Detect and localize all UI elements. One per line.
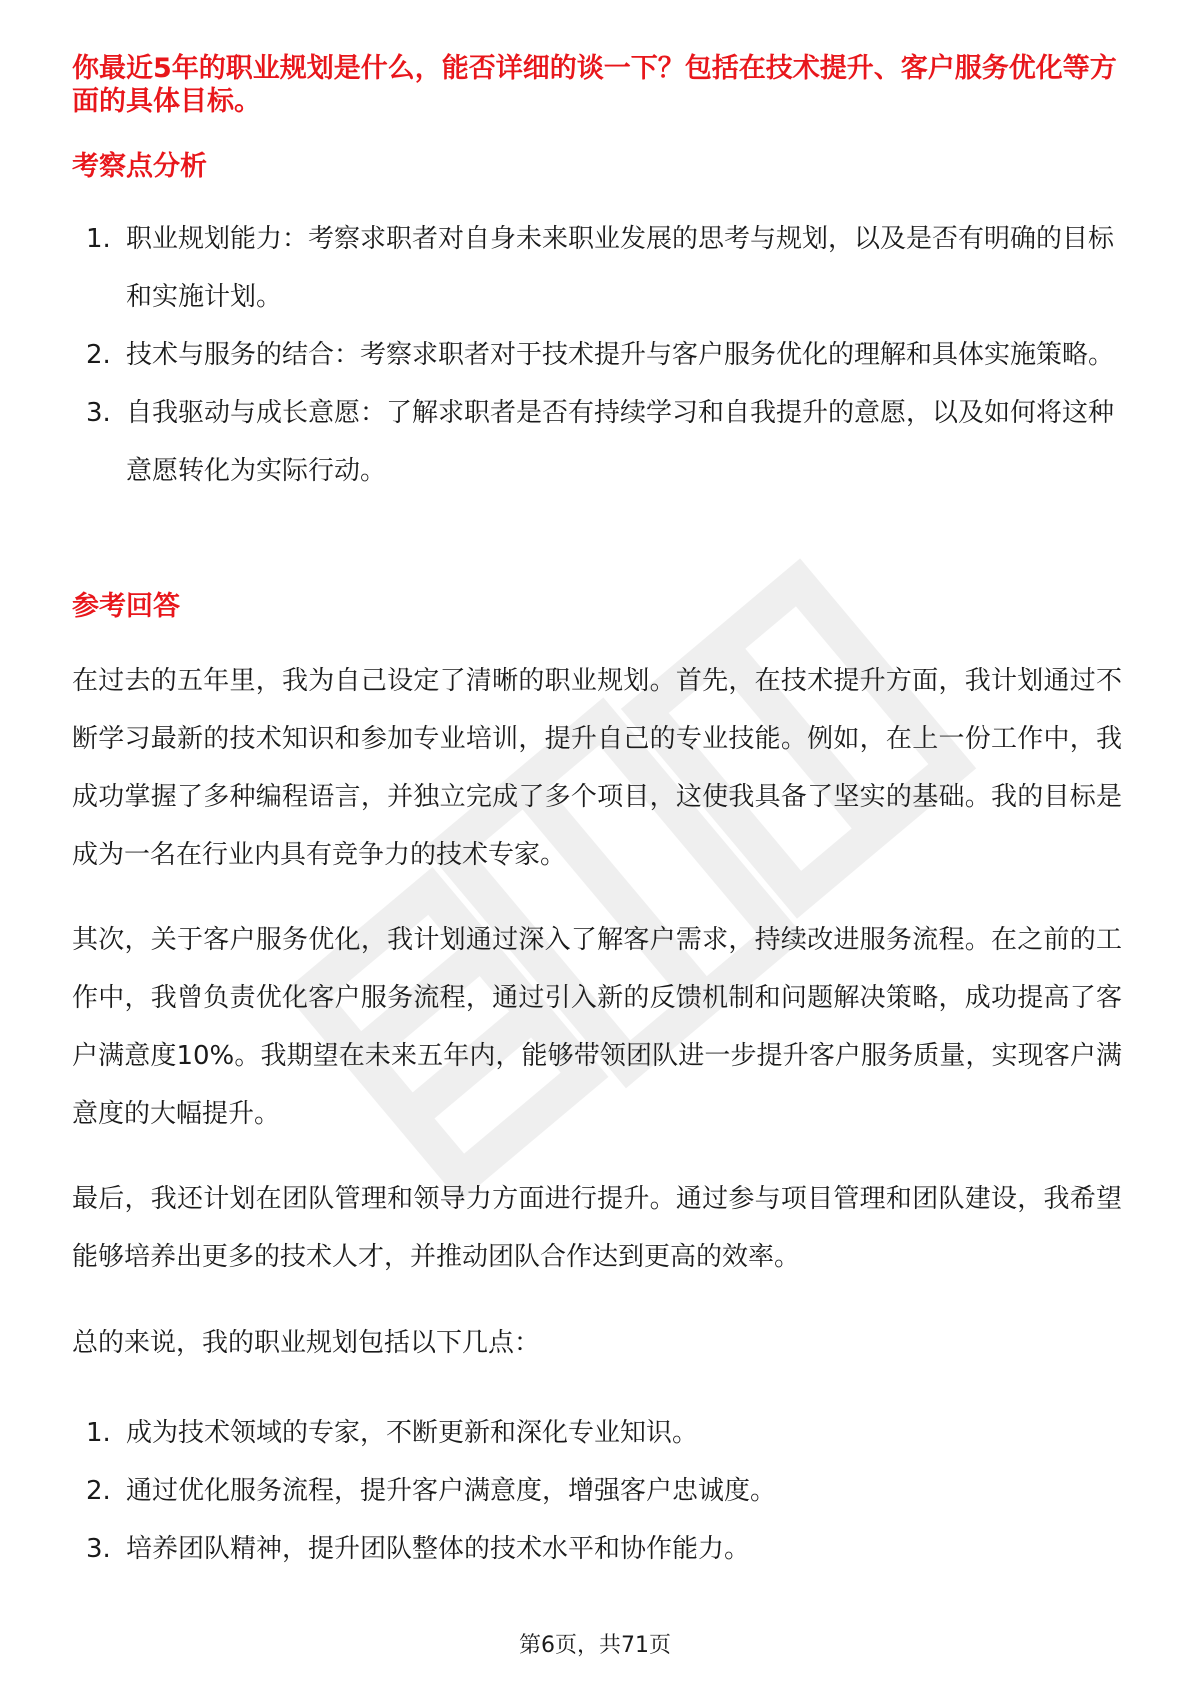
analysis-item-text: 技术与服务的结合：考察求职者对于技术提升与客户服务优化的理解和具体实施策略。 xyxy=(126,340,1115,370)
list-number: 1. xyxy=(86,224,111,254)
analysis-list xyxy=(72,210,1122,500)
page-footer: 第6页，共71页 xyxy=(519,1633,671,1658)
answer-paragraph: 最后，我还计划在团队管理和领导力方面进行提升。通过参与项目管理和团队建设，我希望能够培养出更多的技术人才，并推动团队合作达到更高的效率。 xyxy=(72,1184,1122,1272)
list-number: 1. xyxy=(86,1418,111,1448)
summary-item xyxy=(72,1404,1122,1462)
answer-heading: 参考回答 xyxy=(72,591,180,622)
analysis-item-text: 职业规划能力：考察求职者对自身未来职业发展的思考与规划，以及是否有明确的目标和实施计划。 xyxy=(126,224,1115,312)
summary-list xyxy=(72,1404,1122,1578)
summary-item-text: 通过优化服务流程，提升客户满意度，增强客户忠诚度。 xyxy=(126,1476,777,1506)
answer-paragraph: 在过去的五年里，我为自己设定了清晰的职业规划。首先，在技术提升方面，我计划通过不断学习最新的技术知识和参加专业培训，提升自己的专业技能。例如，在上一份工作中，我成功掌握了多种编程语言，并独立完成了多个项目，这使我具备了坚实的基础。我的目标是成为一名在行业内具有竞争力的技术专家。 xyxy=(72,666,1122,870)
analysis-item xyxy=(72,384,1122,500)
list-number: 3. xyxy=(86,398,111,428)
analysis-heading: 考察点分析 xyxy=(72,151,207,182)
summary-item xyxy=(72,1462,1122,1520)
summary-item-text: 成为技术领域的专家，不断更新和深化专业知识。 xyxy=(126,1418,699,1448)
list-number: 3. xyxy=(86,1534,111,1564)
list-number: 2. xyxy=(86,340,111,370)
interview-question: 你最近5年的职业规划是什么，能否详细的谈一下？包括在技术提升、客户服务优化等方面的具体目标。 xyxy=(72,53,1117,117)
answer-paragraph: 其次，关于客户服务优化，我计划通过深入了解客户需求，持续改进服务流程。在之前的工作中，我曾负责优化客户服务流程，通过引入新的反馈机制和问题解决策略，成功提高了客户满意度10%。我期望在未来五年内，能够带领团队进一步提升客户服务质量，实现客户满意度的大幅提升。 xyxy=(72,925,1122,1129)
analysis-item-text: 自我驱动与成长意愿：了解求职者是否有持续学习和自我提升的意愿，以及如何将这种意愿转化为实际行动。 xyxy=(126,398,1115,486)
analysis-item xyxy=(72,326,1122,384)
list-number: 2. xyxy=(86,1476,111,1506)
summary-item xyxy=(72,1520,1122,1578)
analysis-item xyxy=(72,210,1122,326)
answer-paragraph: 总的来说，我的职业规划包括以下几点： xyxy=(72,1328,541,1358)
summary-item-text: 培养团队精神，提升团队整体的技术水平和协作能力。 xyxy=(126,1534,751,1564)
